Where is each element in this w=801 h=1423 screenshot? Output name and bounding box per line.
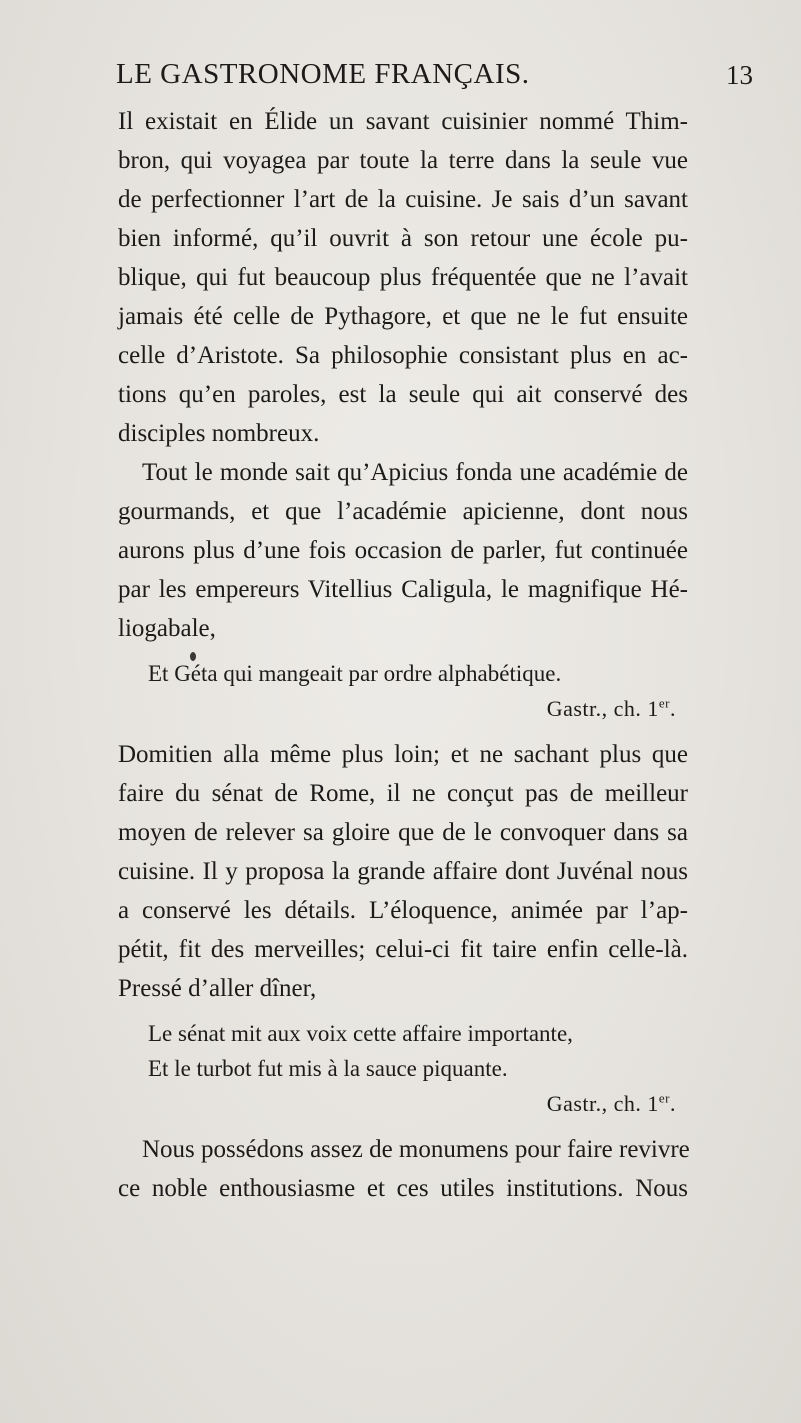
text-line: bron, qui voyagea par toute la terre dans la seule vue (118, 147, 688, 174)
verse-quote-2 (118, 1016, 688, 1122)
verse-line: Le sénat mit aux voix cette affaire importante, (148, 1021, 573, 1046)
attribution-superscript: er (658, 1090, 670, 1106)
attribution-text: Gastr., ch. 1 (546, 1091, 659, 1116)
attribution-text: Gastr., ch. 1 (546, 696, 659, 721)
text-line: aurons plus d’une fois occasion de parler, fut continuée (118, 537, 688, 564)
text-line: pétit, fit des merveilles; celui-ci fit taire enfin celle-là. (118, 936, 688, 963)
text-line: ce noble enthousiasme et ces utiles institutions. Nous (118, 1175, 688, 1202)
quote-attribution: Gastr., ch. 1er. (546, 1090, 676, 1116)
text-line: blique, qui fut beaucoup plus fréquentée que ne l’avait (118, 264, 688, 291)
text-line: tions qu’en paroles, est la seule qui ait conservé des (118, 381, 688, 408)
page-number: 13 (726, 60, 753, 90)
text-line: Domitien alla même plus loin; et ne sachant plus que (118, 741, 688, 768)
text-line: jamais été celle de Pythagore, et que ne le fut ensuite (118, 303, 688, 330)
verse-quote-1 (118, 656, 688, 727)
verse-line: Et Géta qui mangeait par ordre alphabétique. (148, 661, 562, 686)
paragraph-1 (118, 102, 688, 453)
text-line: cuisine. Il y proposa la grande affaire dont Juvénal nous (118, 858, 688, 885)
page-header (0, 58, 801, 98)
attribution-superscript: er (658, 695, 670, 711)
text-line: bien informé, qu’il ouvrit à son retour une école pu- (118, 225, 688, 252)
text-line: Il existait en Élide un savant cuisinier nommé Thim- (118, 108, 688, 135)
paragraph-2 (118, 453, 688, 648)
text-line: Tout le monde sait qu’Apicius fonda une académie de (142, 459, 688, 486)
text-line: faire du sénat de Rome, il ne conçut pas de meilleur (118, 780, 688, 807)
text-line: liogabale, (118, 615, 216, 642)
text-line: Nous possédons assez de monumens pour faire revivre (142, 1136, 690, 1163)
ink-speck (190, 652, 196, 661)
text-line: disciples nombreux. (118, 420, 320, 447)
text-line: moyen de relever sa gloire que de le convoquer dans sa (118, 819, 688, 846)
body-text (118, 102, 688, 1208)
text-line: Pressé d’aller dîner, (118, 975, 317, 1002)
paragraph-4 (118, 1130, 688, 1208)
text-line: a conservé les détails. L’éloquence, animée par l’ap- (118, 897, 688, 924)
verse-line: Et le turbot fut mis à la sauce piquante. (148, 1056, 508, 1081)
text-line: celle d’Aristote. Sa philosophie consistant plus en ac- (118, 342, 688, 369)
text-line: de perfectionner l’art de la cuisine. Je sais d’un savant (118, 186, 688, 213)
text-line: gourmands, et que l’académie apicienne, dont nous (118, 498, 688, 525)
running-title: LE GASTRONOME FRANÇAIS. (116, 58, 530, 90)
quote-attribution: Gastr., ch. 1er. (546, 695, 676, 721)
paragraph-3 (118, 735, 688, 1008)
text-line: par les empereurs Vitellius Caligula, le magnifique Hé- (118, 576, 688, 603)
